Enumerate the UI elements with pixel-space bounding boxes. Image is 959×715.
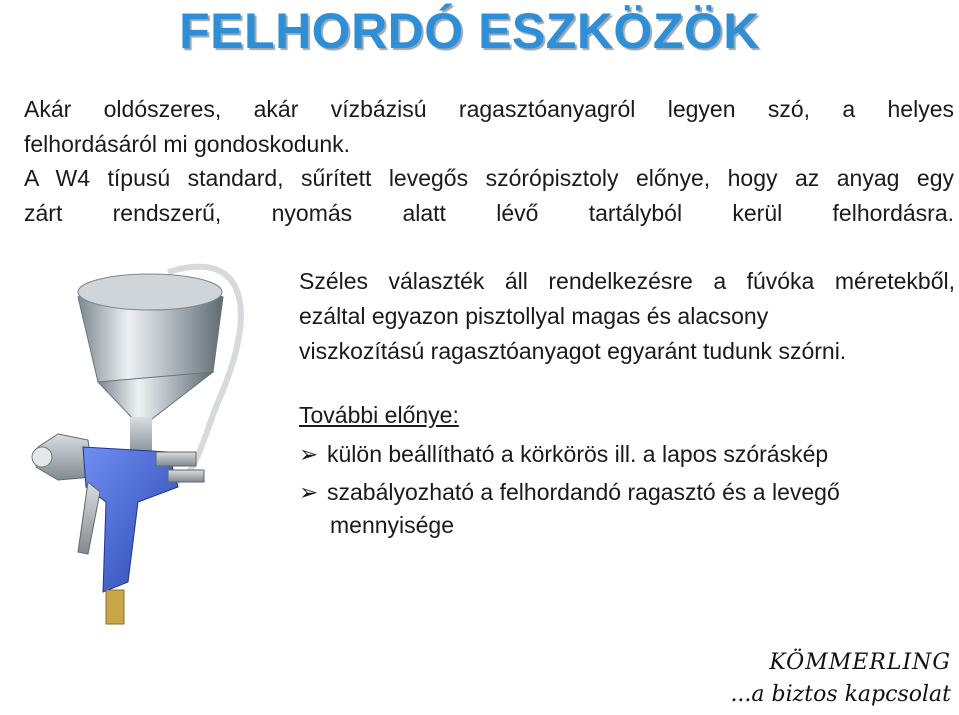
description-line-2: zárt rendszerű, nyomás alatt lévő tartályból kerül felhordásra. <box>24 200 954 226</box>
bullet-text: szabályozható a felhordandó ragasztó és a levegő <box>327 479 840 505</box>
bullet-item <box>299 475 840 510</box>
bullet-item <box>299 437 828 472</box>
gun-body <box>83 447 178 592</box>
nozzle-text-line-2: ezáltal egyazon pisztollyal magas és alacsony <box>299 303 769 329</box>
arrow-bullet-icon: ➢ <box>299 479 319 505</box>
brand-name: KÖMMERLING <box>769 650 951 675</box>
intro-line-1: Akár oldószeres, akár vízbázisú ragasztóanyagról legyen szó, a helyes <box>24 96 954 122</box>
trigger <box>78 482 100 554</box>
arrow-bullet-icon: ➢ <box>299 441 319 467</box>
intro-line-2: felhordásáról mi gondoskodunk. <box>24 131 351 157</box>
page-title: FELHORDÓ ESZKÖZÖK <box>179 3 760 59</box>
bullet-text-continuation: mennyisége <box>330 512 455 538</box>
brand-slogan: ...a biztos kapcsolat <box>730 682 951 707</box>
bullet-text: külön beállítható a körkörös ill. a lapos szóráskép <box>327 441 829 467</box>
advantages-heading: További előnye: <box>299 402 459 428</box>
description-line-1: A W4 típusú standard, sűrített levegős szórópisztoly előnye, hogy az anyag egy <box>24 165 954 191</box>
spray-gun-image <box>18 252 308 632</box>
nozzle-text-line-3: viszkozítású ragasztóanyagot egyaránt tudunk szórni. <box>299 338 847 364</box>
nozzle-text-line-1: Széles választék áll rendelkezésre a fúvóka méretekből, <box>299 268 955 294</box>
